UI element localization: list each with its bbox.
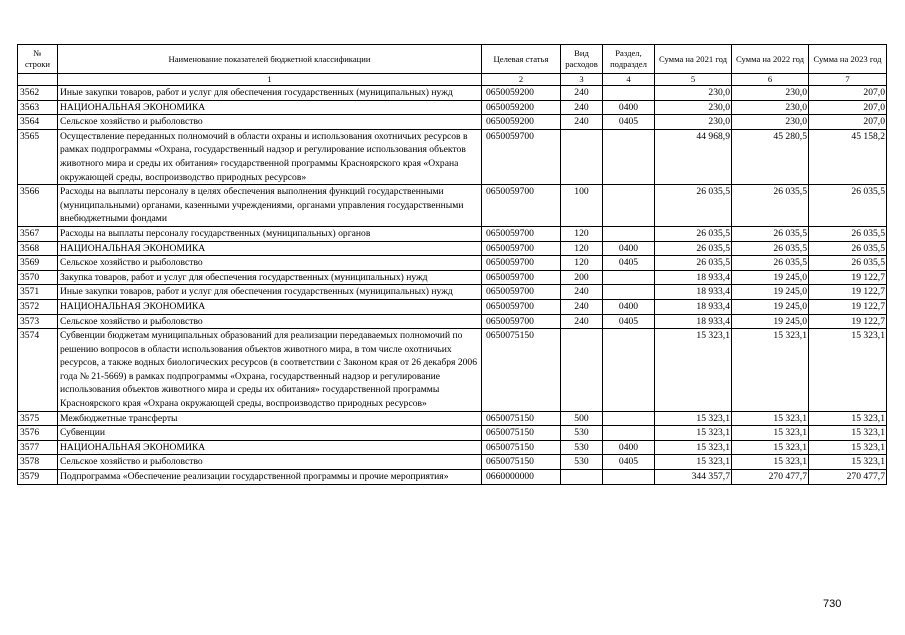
table-row (18, 270, 887, 285)
table-row (18, 411, 887, 426)
row-target-code: 0650075150 (482, 411, 561, 426)
row-sum-2023: 26 035,5 (809, 241, 887, 256)
row-name: Осуществление переданных полномочий в области охраны и использования охотничьих ресурсов в рамках подпрограммы «Охрана, государственный надзор и регулирование использования объектов животного мира и среды их обитания» государственной программы Красноярского края «Охрана окружающей среды, воспроизводство природных ресурсов» (58, 129, 482, 184)
row-section (603, 329, 655, 412)
row-target-code: 0650059200 (482, 115, 561, 130)
header-sum-2022: Сумма на 2022 год (732, 45, 809, 74)
row-number: 3578 (18, 455, 58, 470)
row-section (603, 86, 655, 101)
row-sum-2023: 15 323,1 (809, 329, 887, 412)
row-name: Межбюджетные трансферты (58, 411, 482, 426)
row-target-code: 0650059700 (482, 256, 561, 271)
row-expense-type (561, 329, 603, 412)
table-row (18, 86, 887, 101)
table-row (18, 241, 887, 256)
row-sum-2022: 15 323,1 (732, 440, 809, 455)
row-section (603, 285, 655, 300)
row-sum-2022: 15 323,1 (732, 329, 809, 412)
row-expense-type: 120 (561, 256, 603, 271)
row-number: 3563 (18, 100, 58, 115)
row-expense-type: 240 (561, 86, 603, 101)
column-number: 7 (809, 74, 887, 86)
row-number: 3576 (18, 426, 58, 441)
column-number: 3 (561, 74, 603, 86)
header-section: Раздел, подраздел (603, 45, 655, 74)
row-name: Сельское хозяйство и рыболовство (58, 256, 482, 271)
row-target-code: 0650059700 (482, 185, 561, 227)
row-name: Расходы на выплаты персоналу государственных (муниципальных) органов (58, 226, 482, 241)
row-sum-2021: 15 323,1 (655, 455, 732, 470)
row-sum-2021: 18 933,4 (655, 270, 732, 285)
row-section (603, 411, 655, 426)
row-name: Сельское хозяйство и рыболовство (58, 115, 482, 130)
table-body (18, 86, 887, 485)
table-row (18, 426, 887, 441)
row-sum-2022: 45 280,5 (732, 129, 809, 184)
row-target-code: 0650059200 (482, 100, 561, 115)
column-number-row (18, 74, 887, 86)
header-target: Целевая статья (482, 45, 561, 74)
row-sum-2022: 19 245,0 (732, 285, 809, 300)
row-section (603, 129, 655, 184)
row-sum-2021: 15 323,1 (655, 440, 732, 455)
row-target-code: 0650059700 (482, 129, 561, 184)
row-expense-type (561, 470, 603, 485)
header-row-no: № строки (18, 45, 58, 74)
row-sum-2021: 15 323,1 (655, 411, 732, 426)
table-row (18, 185, 887, 227)
row-section: 0405 (603, 115, 655, 130)
row-target-code: 0650059200 (482, 86, 561, 101)
row-number: 3566 (18, 185, 58, 227)
row-name: Сельское хозяйство и рыболовство (58, 455, 482, 470)
row-sum-2021: 15 323,1 (655, 426, 732, 441)
table-row (18, 129, 887, 184)
row-expense-type: 530 (561, 426, 603, 441)
row-section (603, 270, 655, 285)
row-section: 0405 (603, 314, 655, 329)
row-sum-2021: 18 933,4 (655, 285, 732, 300)
row-sum-2021: 18 933,4 (655, 314, 732, 329)
row-sum-2023: 15 323,1 (809, 411, 887, 426)
row-sum-2023: 19 122,7 (809, 299, 887, 314)
row-sum-2022: 15 323,1 (732, 426, 809, 441)
row-sum-2022: 26 035,5 (732, 185, 809, 227)
row-expense-type: 100 (561, 185, 603, 227)
row-sum-2021: 230,0 (655, 115, 732, 130)
table-row (18, 256, 887, 271)
row-target-code: 0650059700 (482, 270, 561, 285)
row-target-code: 0650059700 (482, 241, 561, 256)
row-number: 3570 (18, 270, 58, 285)
column-number: 4 (603, 74, 655, 86)
budget-table (17, 44, 887, 485)
row-name: Иные закупки товаров, работ и услуг для обеспечения государственных (муниципальных) нужд (58, 86, 482, 101)
row-target-code: 0650059700 (482, 314, 561, 329)
table-row (18, 470, 887, 485)
row-sum-2021: 230,0 (655, 100, 732, 115)
row-number: 3562 (18, 86, 58, 101)
row-section: 0405 (603, 256, 655, 271)
row-sum-2022: 26 035,5 (732, 226, 809, 241)
row-sum-2023: 45 158,2 (809, 129, 887, 184)
row-name: Иные закупки товаров, работ и услуг для обеспечения государственных (муниципальных) нужд (58, 285, 482, 300)
row-section: 0400 (603, 241, 655, 256)
row-section (603, 470, 655, 485)
header-name: Наименование показателей бюджетной классификации (58, 45, 482, 74)
row-sum-2022: 19 245,0 (732, 270, 809, 285)
row-sum-2023: 15 323,1 (809, 440, 887, 455)
row-section: 0400 (603, 440, 655, 455)
page-number: 730 (823, 598, 842, 610)
header-sum-2021: Сумма на 2021 год (655, 45, 732, 74)
row-sum-2023: 19 122,7 (809, 285, 887, 300)
table-row (18, 226, 887, 241)
row-target-code: 0650059700 (482, 285, 561, 300)
row-expense-type: 120 (561, 241, 603, 256)
row-expense-type: 120 (561, 226, 603, 241)
table-header (18, 45, 887, 86)
row-number: 3565 (18, 129, 58, 184)
row-sum-2022: 19 245,0 (732, 314, 809, 329)
row-target-code: 0650059700 (482, 299, 561, 314)
row-sum-2023: 26 035,5 (809, 226, 887, 241)
row-sum-2022: 26 035,5 (732, 256, 809, 271)
row-expense-type: 530 (561, 455, 603, 470)
row-number: 3577 (18, 440, 58, 455)
row-number: 3579 (18, 470, 58, 485)
row-target-code: 0650075150 (482, 426, 561, 441)
table-row (18, 299, 887, 314)
row-number: 3567 (18, 226, 58, 241)
row-sum-2021: 15 323,1 (655, 329, 732, 412)
row-target-code: 0650075150 (482, 455, 561, 470)
row-expense-type: 240 (561, 100, 603, 115)
row-name: НАЦИОНАЛЬНАЯ ЭКОНОМИКА (58, 299, 482, 314)
row-sum-2021: 44 968,9 (655, 129, 732, 184)
row-expense-type: 240 (561, 299, 603, 314)
row-sum-2023: 19 122,7 (809, 270, 887, 285)
row-expense-type: 530 (561, 440, 603, 455)
row-sum-2022: 26 035,5 (732, 241, 809, 256)
row-sum-2022: 230,0 (732, 100, 809, 115)
table-row (18, 440, 887, 455)
row-sum-2022: 15 323,1 (732, 455, 809, 470)
row-sum-2021: 344 357,7 (655, 470, 732, 485)
row-name: Субвенции (58, 426, 482, 441)
row-expense-type (561, 129, 603, 184)
row-target-code: 0650075150 (482, 329, 561, 412)
row-name: Закупка товаров, работ и услуг для обеспечения государственных (муниципальных) нужд (58, 270, 482, 285)
row-number: 3571 (18, 285, 58, 300)
row-sum-2022: 230,0 (732, 115, 809, 130)
row-number: 3568 (18, 241, 58, 256)
row-sum-2023: 26 035,5 (809, 256, 887, 271)
row-section (603, 426, 655, 441)
row-sum-2022: 19 245,0 (732, 299, 809, 314)
row-sum-2023: 26 035,5 (809, 185, 887, 227)
row-expense-type: 200 (561, 270, 603, 285)
table-row (18, 285, 887, 300)
row-section: 0400 (603, 100, 655, 115)
row-target-code: 0650075150 (482, 440, 561, 455)
table-row (18, 100, 887, 115)
row-number: 3564 (18, 115, 58, 130)
row-sum-2021: 230,0 (655, 86, 732, 101)
row-sum-2021: 26 035,5 (655, 256, 732, 271)
row-name: Подпрограмма «Обеспечение реализации государственной программы и прочие мероприятия» (58, 470, 482, 485)
column-number: 2 (482, 74, 561, 86)
column-number (18, 74, 58, 86)
row-name: Расходы на выплаты персоналу в целях обеспечения выполнения функций государственными (муниципальными) органами, казенными учреждениями, органами управления государственными внебюджетными фондами (58, 185, 482, 227)
row-section: 0405 (603, 455, 655, 470)
row-number: 3572 (18, 299, 58, 314)
table-row (18, 314, 887, 329)
row-sum-2022: 270 477,7 (732, 470, 809, 485)
row-target-code: 0660000000 (482, 470, 561, 485)
header-sum-2023: Сумма на 2023 год (809, 45, 887, 74)
row-number: 3569 (18, 256, 58, 271)
column-number: 6 (732, 74, 809, 86)
table-row (18, 115, 887, 130)
row-expense-type: 500 (561, 411, 603, 426)
row-sum-2022: 230,0 (732, 86, 809, 101)
row-sum-2023: 15 323,1 (809, 455, 887, 470)
row-section (603, 185, 655, 227)
row-number: 3573 (18, 314, 58, 329)
table-row (18, 329, 887, 412)
row-expense-type: 240 (561, 285, 603, 300)
row-number: 3574 (18, 329, 58, 412)
row-name: Субвенции бюджетам муниципальных образований для реализации передаваемых полномочий по решению вопросов в области использования объектов животного мира, в том числе охотничьих ресурсов, а также водных биологических ресурсов (в соответствии с Законом края от 26 декабря 2006 года № 21-5669) в рамках подпрограммы «Охрана, государственный надзор и регулирование использования объектов животного мира и среды их обитания» государственной программы Красноярского края «Охрана окружающей среды, воспроизводство природных ресурсов» (58, 329, 482, 412)
table-row (18, 455, 887, 470)
row-sum-2023: 207,0 (809, 115, 887, 130)
row-sum-2021: 26 035,5 (655, 185, 732, 227)
column-number: 1 (58, 74, 482, 86)
row-name: НАЦИОНАЛЬНАЯ ЭКОНОМИКА (58, 440, 482, 455)
header-row (18, 45, 887, 74)
row-sum-2021: 26 035,5 (655, 226, 732, 241)
row-expense-type: 240 (561, 314, 603, 329)
row-sum-2021: 18 933,4 (655, 299, 732, 314)
row-name: НАЦИОНАЛЬНАЯ ЭКОНОМИКА (58, 241, 482, 256)
row-sum-2023: 207,0 (809, 100, 887, 115)
row-section (603, 226, 655, 241)
row-sum-2023: 207,0 (809, 86, 887, 101)
header-expense-type: Вид расходов (561, 45, 603, 74)
row-expense-type: 240 (561, 115, 603, 130)
row-sum-2023: 19 122,7 (809, 314, 887, 329)
row-sum-2021: 26 035,5 (655, 241, 732, 256)
row-sum-2022: 15 323,1 (732, 411, 809, 426)
row-section: 0400 (603, 299, 655, 314)
row-target-code: 0650059700 (482, 226, 561, 241)
row-sum-2023: 270 477,7 (809, 470, 887, 485)
column-number: 5 (655, 74, 732, 86)
row-number: 3575 (18, 411, 58, 426)
row-sum-2023: 15 323,1 (809, 426, 887, 441)
row-name: НАЦИОНАЛЬНАЯ ЭКОНОМИКА (58, 100, 482, 115)
row-name: Сельское хозяйство и рыболовство (58, 314, 482, 329)
